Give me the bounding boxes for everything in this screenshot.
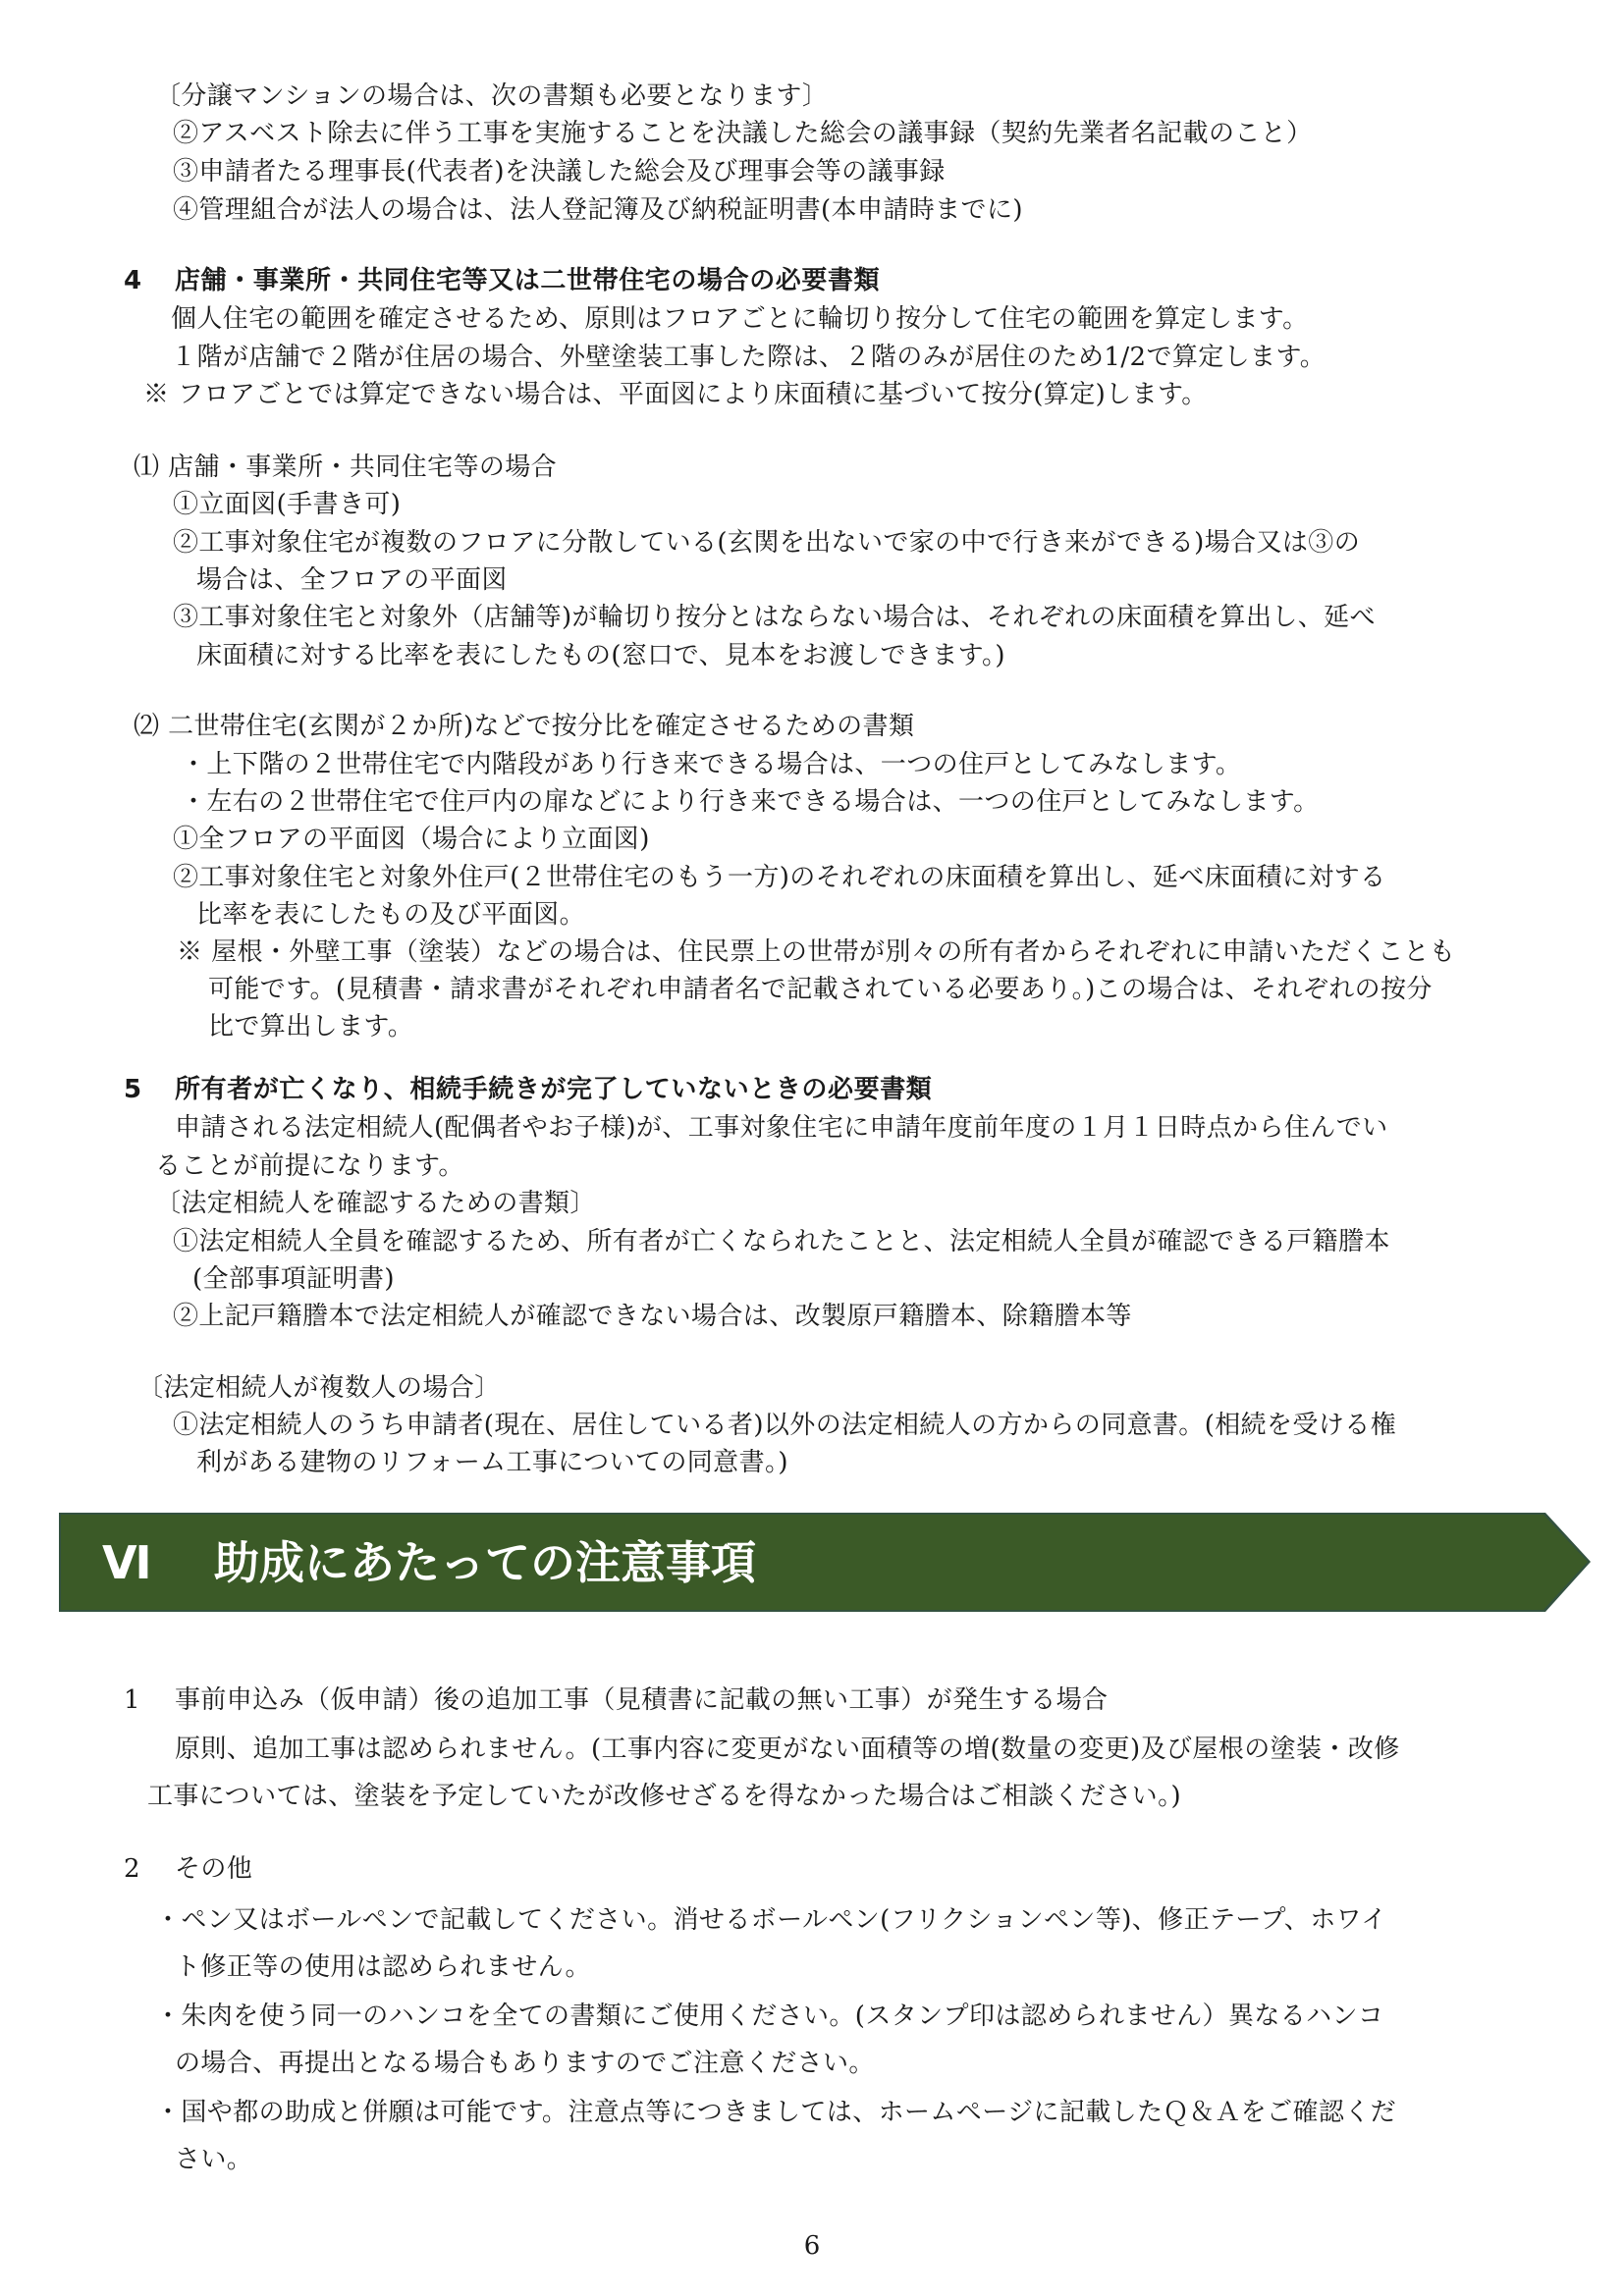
section-number: 4 [124, 266, 142, 295]
note-line: 比で算出します。 [208, 1012, 414, 1041]
notice-number: 2 [124, 1854, 140, 1884]
paragraph-line: 申請される法定相続人(配偶者やお子様)が、工事対象住宅に申請年度前年度の１月１日時点から住んでい [175, 1113, 1388, 1143]
section-title: 所有者が亡くなり、相続手続きが完了していないときの必要書類 [175, 1075, 933, 1104]
list-item: ・朱肉を使う同一のハンコを全ての書類にご使用ください。(スタンプ印は認められません）異なるハンコ [155, 2002, 1384, 2031]
list-item: ②工事対象住宅が複数のフロアに分散している(玄関を出ないで家の中で行き来ができる)場合又は③の [173, 528, 1361, 558]
mansion-item: ④管理組合が法人の場合は、法人登記簿及び納税証明書(本申請時までに) [173, 195, 1023, 225]
list-header: 〔法定相続人を確認するための書類〕 [155, 1189, 596, 1218]
list-item: さい。 [175, 2145, 253, 2174]
list-item: ト修正等の使用は認められません。 [175, 1952, 591, 1982]
list-item: 床面積に対する比率を表にしたもの(窓口で、見本をお渡しできます。) [196, 641, 1005, 670]
list-item: ①全フロアの平面図（場合により立面図) [173, 825, 650, 854]
note-line: ※ フロアごとでは算定できない場合は、平面図により床面積に基づいて按分(算定)します。 [143, 380, 1208, 409]
section-number: 5 [124, 1075, 142, 1104]
mansion-item: ③申請者たる理事長(代表者)を決議した総会及び理事会等の議事録 [173, 157, 946, 187]
list-item: の場合、再提出となる場合もありますのでご注意ください。 [175, 2049, 875, 2078]
banner-title: 助成にあたっての注意事項 [214, 1536, 756, 1589]
banner-number: Ⅵ [102, 1536, 152, 1589]
paragraph-line: 原則、追加工事は認められません。(工事内容に変更がない面積等の増(数量の変更)及び屋根の塗装・改修 [175, 1735, 1400, 1764]
note-line: 可能です。(見積書・請求書がそれぞれ申請者名で記載されている必要あり。)この場合は、それぞれの按分 [208, 975, 1433, 1004]
list-item: ③工事対象住宅と対象外（店舗等)が輪切り按分とはならない場合は、それぞれの床面積を算出し、延べ [173, 603, 1376, 632]
list-item: ①立面図(手書き可) [173, 490, 402, 519]
notice-title: 事前申込み（仮申請）後の追加工事（見積書に記載の無い工事）が発生する場合 [175, 1685, 1109, 1715]
notice-number: 1 [124, 1685, 140, 1715]
list-item: ①法定相続人のうち申請者(現在、居住している者)以外の法定相続人の方からの同意書。(相続を受ける権 [173, 1411, 1397, 1440]
list-item: ・左右の２世帯住宅で住戸内の扉などにより行き来できる場合は、一つの住戸としてみなします。 [181, 787, 1320, 817]
notice-title: その他 [175, 1854, 253, 1884]
subsection-title: ⑵ 二世帯住宅(玄関が２か所)などで按分比を確定させるための書類 [134, 712, 915, 741]
list-item: ①法定相続人全員を確認するため、所有者が亡くなられたことと、法定相続人全員が確認できる戸籍謄本 [173, 1227, 1390, 1256]
mansion-item: ②アスベスト除去に伴う工事を実施することを決議した総会の議事録（契約先業者名記載のこと） [173, 119, 1313, 148]
list-item: 利がある建物のリフォーム工事についての同意書。) [196, 1448, 788, 1477]
mansion-header: 〔分譲マンションの場合は、次の書類も必要となります〕 [155, 81, 829, 111]
paragraph-line: 個人住宅の範囲を確定させるため、原則はフロアごとに輪切り按分して住宅の範囲を算定します。 [171, 304, 1309, 334]
list-item: 場合は、全フロアの平面図 [196, 565, 508, 595]
section-title: 店舗・事業所・共同住宅等又は二世帯住宅の場合の必要書類 [175, 266, 881, 295]
list-item: 比率を表にしたもの及び平面図。 [196, 900, 586, 930]
list-item: (全部事項証明書) [192, 1264, 395, 1294]
subsection-title: ⑴ 店舗・事業所・共同住宅等の場合 [134, 453, 558, 482]
note-line: ※ 屋根・外壁工事（塗装）などの場合は、住民票上の世帯が別々の所有者からそれぞれに申請いただくことも [177, 937, 1456, 967]
list-item: ②上記戸籍謄本で法定相続人が確認できない場合は、改製原戸籍謄本、除籍謄本等 [173, 1302, 1132, 1331]
list-item: ・ペン又はボールペンで記載してください。消せるボールペン(フリクションペン等)、修正テープ、ホワイ [155, 1905, 1387, 1935]
list-item: ②工事対象住宅と対象外住戸(２世帯住宅のもう一方)のそれぞれの床面積を算出し、延べ床面積に対する [173, 863, 1386, 892]
page-number: 6 [803, 2231, 821, 2261]
paragraph-line: ることが前提になります。 [155, 1151, 464, 1181]
paragraph-line: １階が店舗で２階が住居の場合、外壁塗装工事した際は、２階のみが居住のため1/2で算定します。 [171, 343, 1326, 372]
paragraph-line: 工事については、塗装を予定していたが改修せざるを得なかった場合はご相談ください。) [147, 1782, 1182, 1811]
list-item: ・上下階の２世帯住宅で内階段があり行き来できる場合は、一つの住戸としてみなします。 [181, 750, 1242, 779]
list-item: ・国や都の助成と併願は可能です。注意点等につきましては、ホームページに記載したＱ＆Ａをご確認くだ [155, 2098, 1397, 2127]
list-header: 〔法定相続人が複数人の場合〕 [137, 1373, 501, 1403]
